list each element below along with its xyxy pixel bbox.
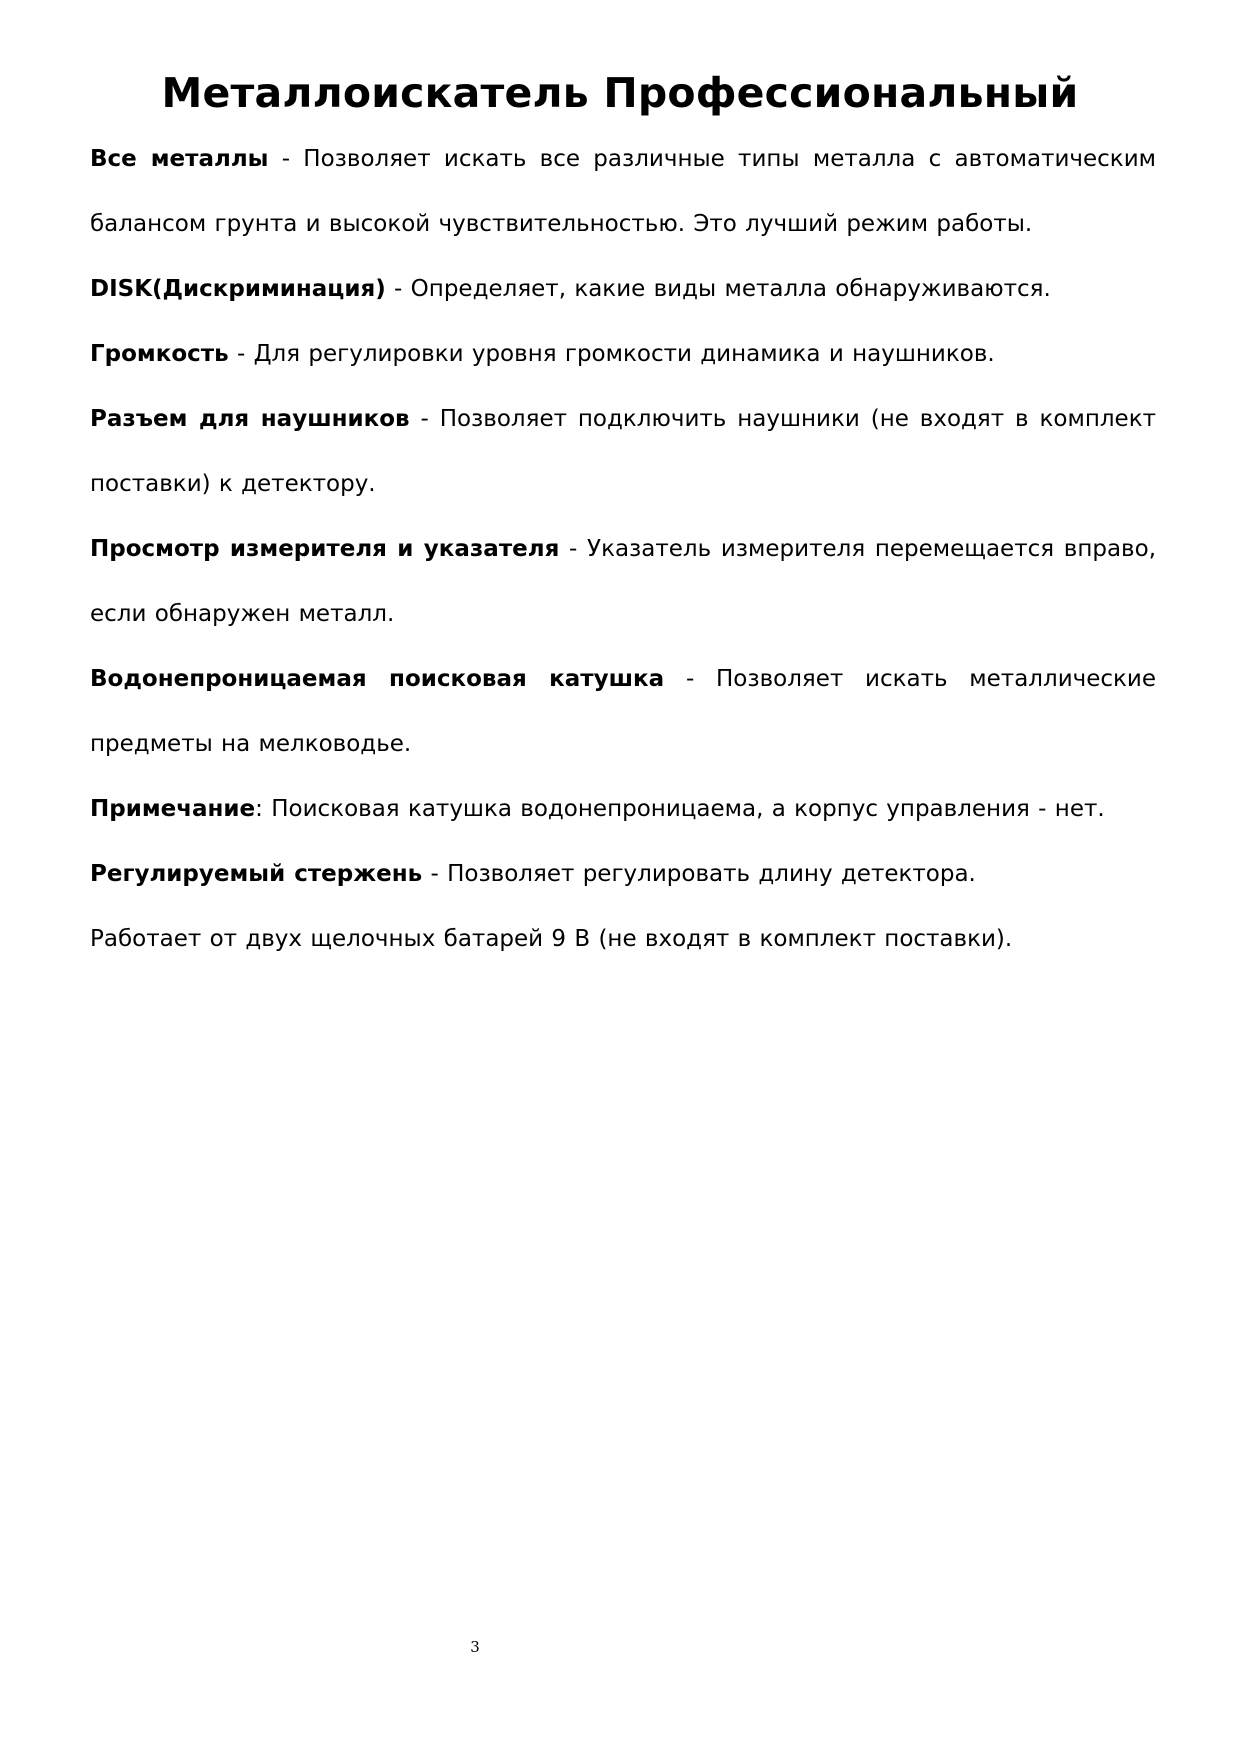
paragraph-adjustable-shaft	[90, 842, 1156, 907]
term-meter-view: Просмотр измерителя и указателя	[90, 536, 560, 562]
separator: -	[664, 666, 716, 692]
document-body	[90, 127, 1156, 972]
separator: -	[422, 861, 448, 887]
description-headphone-jack: Позволяет подключить наушники (не входят в комплект поставки) к детектору.	[90, 406, 1156, 497]
description-all-metals: Позволяет искать все различные типы металла с автоматическим балансом грунта и высокой чувствительностью. Это лучший режим работы.	[90, 146, 1156, 237]
separator: :	[255, 796, 272, 822]
paragraph-headphone-jack	[90, 387, 1156, 517]
document-title: Металлоискатель Профессиональный	[161, 69, 1079, 117]
separator: -	[385, 276, 411, 302]
paragraph-all-metals	[90, 127, 1156, 257]
description-volume: Для регулировки уровня громкости динамика и наушников.	[253, 341, 995, 367]
separator: -	[409, 406, 440, 432]
description-meter-view: Указатель измерителя перемещается вправо, если обнаружен металл.	[90, 536, 1156, 627]
term-all-metals: Все металлы	[90, 146, 269, 172]
description-batteries: Работает от двух щелочных батарей 9 В (не входят в комплект поставки).	[90, 926, 1013, 952]
term-note: Примечание	[90, 796, 256, 822]
paragraph-note	[90, 777, 1156, 842]
term-adjustable-shaft: Регулируемый стержень	[90, 861, 423, 887]
paragraph-batteries	[90, 907, 1156, 972]
term-discrimination: DISK(Дискриминация)	[90, 276, 386, 302]
separator: -	[228, 341, 254, 367]
term-volume: Громкость	[90, 341, 229, 367]
paragraph-volume	[90, 322, 1156, 387]
page-number: 3	[470, 1638, 480, 1656]
term-headphone-jack: Разъем для наушников	[90, 406, 410, 432]
description-note: Поисковая катушка водонепроницаема, а корпус управления - нет.	[271, 796, 1105, 822]
paragraph-waterproof-coil	[90, 647, 1156, 777]
description-adjustable-shaft: Позволяет регулировать длину детектора.	[447, 861, 976, 887]
separator: -	[268, 146, 304, 172]
description-waterproof-coil: Позволяет искать металлические предметы на мелководье.	[90, 666, 1157, 757]
description-discrimination: Определяет, какие виды металла обнаруживаются.	[410, 276, 1051, 302]
term-waterproof-coil: Водонепроницаемая поисковая катушка	[90, 666, 665, 692]
paragraph-discrimination	[90, 257, 1156, 322]
paragraph-meter-view	[90, 517, 1156, 647]
separator: -	[559, 536, 588, 562]
